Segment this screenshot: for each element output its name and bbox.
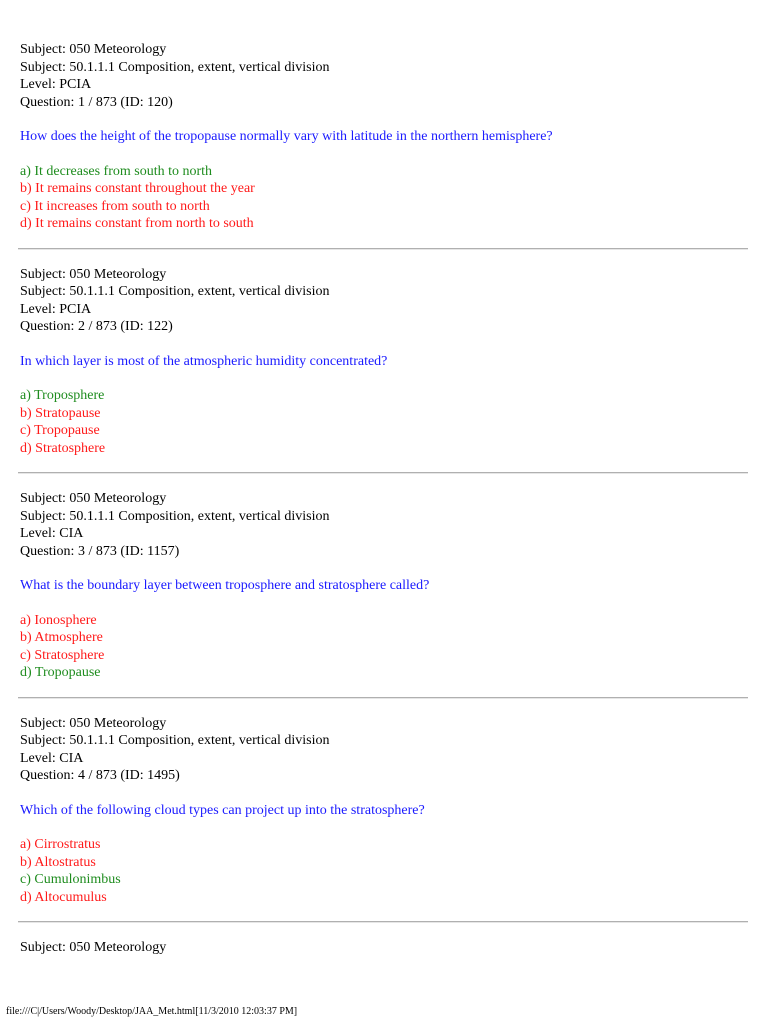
level-line: Level: CIA <box>20 750 84 766</box>
subject-line: Subject: 050 Meteorology <box>20 491 167 506</box>
answer-option: a) Troposphere <box>20 388 105 403</box>
question-text: In which layer is most of the atmospheric humidity concentrated? <box>20 353 388 369</box>
answer-option: d) Altocumulus <box>20 889 107 905</box>
answer-option: d) Stratosphere <box>20 440 106 456</box>
question-text: Which of the following cloud types can project up into the stratosphere? <box>20 802 425 818</box>
question-divider <box>18 248 748 250</box>
document-body <box>20 41 748 957</box>
question-block <box>20 266 748 458</box>
answer-option: a) It decreases from south to north <box>20 163 213 179</box>
question-block <box>20 490 748 682</box>
question-divider <box>18 472 748 474</box>
subject-line: Subject: 050 Meteorology <box>20 715 167 731</box>
question-divider <box>18 921 748 923</box>
question-text: How does the height of the tropopause normally vary with latitude in the northern hemisphere? <box>20 129 553 144</box>
subtopic-line: Subject: 50.1.1.1 Composition, extent, vertical division <box>20 59 330 75</box>
question-number: Question: 1 / 873 (ID: 120) <box>20 94 173 110</box>
level-line: Level: PCIA <box>20 77 92 92</box>
answer-option: a) Cirrostratus <box>20 837 101 852</box>
level-line: Level: PCIA <box>20 301 92 317</box>
subject-line: Subject: 050 Meteorology <box>20 940 167 955</box>
question-number: Question: 3 / 873 (ID: 1157) <box>20 543 180 559</box>
question-number: Question: 2 / 873 (ID: 122) <box>20 319 173 334</box>
answer-option: c) Tropopause <box>20 423 100 438</box>
question-block <box>20 715 748 907</box>
question-number: Question: 4 / 873 (ID: 1495) <box>20 768 180 783</box>
subject-line: Subject: 050 Meteorology <box>20 42 167 57</box>
answer-option: b) Altostratus <box>20 854 96 870</box>
subject-line: Subject: 050 Meteorology <box>20 266 167 282</box>
question-text: What is the boundary layer between troposphere and stratosphere called? <box>20 578 430 593</box>
answer-option: d) It remains constant from north to south <box>20 216 254 231</box>
question-block-partial <box>20 939 748 957</box>
question-block <box>20 41 748 233</box>
print-footer-url: file:///C|/Users/Woody/Desktop/JAA_Met.html[11/3/2010 12:03:37 PM] <box>6 1006 298 1017</box>
answer-option: d) Tropopause <box>20 665 101 680</box>
answer-option: b) Stratopause <box>20 405 101 421</box>
answer-option: c) Cumulonimbus <box>20 872 121 887</box>
level-line: Level: CIA <box>20 526 84 541</box>
answer-option: b) Atmosphere <box>20 630 103 645</box>
answer-option: b) It remains constant throughout the year <box>20 181 255 196</box>
question-divider <box>18 697 748 699</box>
subtopic-line: Subject: 50.1.1.1 Composition, extent, vertical division <box>20 508 330 524</box>
subtopic-line: Subject: 50.1.1.1 Composition, extent, vertical division <box>20 733 330 748</box>
answer-option: a) Ionosphere <box>20 612 97 628</box>
answer-option: c) It increases from south to north <box>20 198 210 214</box>
answer-option: c) Stratosphere <box>20 647 105 663</box>
subtopic-line: Subject: 50.1.1.1 Composition, extent, vertical division <box>20 284 330 299</box>
